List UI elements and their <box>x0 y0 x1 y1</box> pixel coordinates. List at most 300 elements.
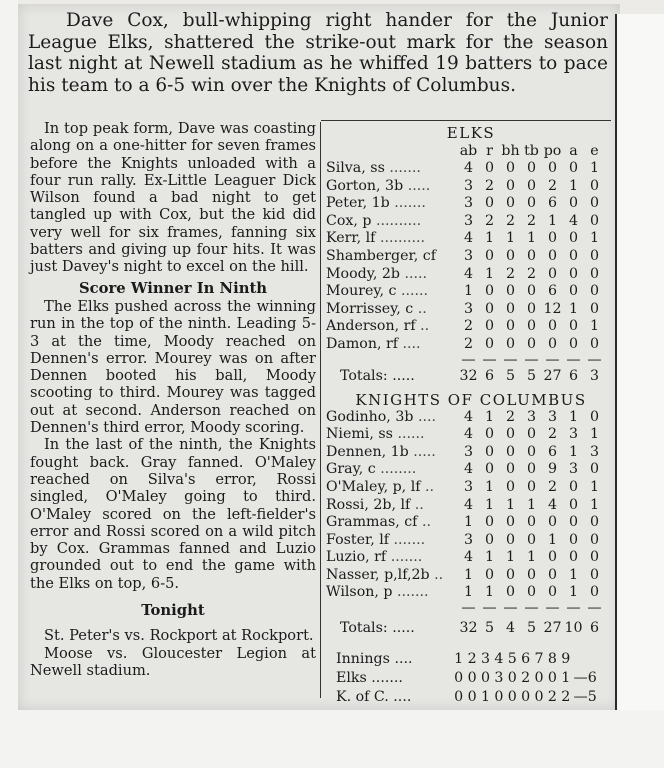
stat-e: 1 <box>589 160 600 176</box>
stat-r: 0 <box>484 531 495 548</box>
stat-e: 1 <box>589 230 600 247</box>
player-name: Nasser, p,lf,2b .. <box>326 566 444 583</box>
stat-ab: 1 <box>463 566 474 583</box>
total-bh: 4 <box>505 620 516 637</box>
stat-bh: 0 <box>505 177 516 194</box>
inning-number: 9 <box>561 651 571 668</box>
stat-r: 0 <box>484 160 495 176</box>
player-stats <box>458 567 605 585</box>
stat-ab: 3 <box>463 478 474 495</box>
stat-ab: 3 <box>463 247 474 264</box>
inning-runs: 0 <box>507 689 517 706</box>
inning-number: 7 <box>534 651 544 668</box>
stat-r: 0 <box>484 514 495 531</box>
stat-po: 6 <box>547 283 558 300</box>
player-row <box>326 318 616 336</box>
stat-bh: 0 <box>505 283 516 300</box>
stat-tb: 0 <box>526 318 537 335</box>
box-score <box>326 124 616 707</box>
line-score-cells <box>452 688 573 707</box>
stat-a: 3 <box>568 426 579 443</box>
inning-runs: 0 <box>547 670 557 687</box>
player-stats <box>458 230 605 248</box>
subhead-score-winner: Score Winner In Ninth <box>78 279 268 297</box>
stat-po: 0 <box>547 247 558 264</box>
stat-ab: 3 <box>463 195 474 212</box>
player-name: Gorton, 3b ..... <box>326 177 431 194</box>
stat-bh: 2 <box>505 265 516 282</box>
player-stats <box>458 461 605 479</box>
stat-e: 0 <box>589 265 600 282</box>
stat-bh: 0 <box>505 195 516 212</box>
stat-a: 0 <box>568 549 579 566</box>
stat-header-e: e <box>590 143 599 159</box>
stat-ab: 4 <box>463 549 474 566</box>
stat-e: 0 <box>589 514 600 531</box>
player-name: Godinho, 3b .... <box>326 408 436 425</box>
player-row <box>326 301 616 319</box>
stat-bh: 0 <box>505 514 516 531</box>
stat-ab: 1 <box>463 283 474 300</box>
player-stats <box>458 479 605 497</box>
player-name: Niemi, ss ...... <box>326 426 425 443</box>
stat-e: 0 <box>589 212 600 229</box>
stat-po: 0 <box>547 318 558 335</box>
stat-bh: 1 <box>505 496 516 513</box>
final-score: —5 <box>573 689 597 706</box>
stat-e: 1 <box>589 496 600 513</box>
player-name: Silva, ss ....... <box>326 160 421 176</box>
elks-totals-row <box>326 366 616 386</box>
koc-totals-row <box>326 618 616 638</box>
inning-number: 5 <box>507 651 517 668</box>
player-name: Luzio, rf ....... <box>326 549 423 566</box>
stat-po: 12 <box>543 300 562 317</box>
stat-tb: 0 <box>526 247 537 264</box>
stat-tb: 3 <box>526 408 537 425</box>
stat-po: 6 <box>547 195 558 212</box>
stat-r: 0 <box>484 335 495 352</box>
player-name: Gray, c ........ <box>326 461 417 478</box>
stat-bh: 0 <box>505 335 516 352</box>
player-row <box>326 178 616 196</box>
stat-e: 0 <box>589 549 600 566</box>
stat-tb: 0 <box>526 300 537 317</box>
player-row <box>326 532 616 550</box>
koc-title: KNIGHTS OF COLUMBUS <box>355 390 587 409</box>
inning-number: 4 <box>494 651 504 668</box>
stat-tb: 0 <box>526 426 537 443</box>
stat-r: 0 <box>484 283 495 300</box>
stat-a: 0 <box>568 514 579 531</box>
player-stats <box>458 283 605 301</box>
inning-runs: 0 <box>454 670 464 687</box>
stat-ab: 1 <box>463 514 474 531</box>
stat-e: 3 <box>589 443 600 460</box>
stat-a: 0 <box>568 195 579 212</box>
player-name: Morrissey, c .. <box>326 300 427 317</box>
stat-tb: 0 <box>526 195 537 212</box>
player-row <box>326 248 616 266</box>
player-name: Mourey, c ...... <box>326 283 429 300</box>
player-row <box>326 160 616 178</box>
player-stats <box>458 549 605 567</box>
total-ab: 32 <box>459 620 478 637</box>
stat-ab: 4 <box>463 426 474 443</box>
stat-e: 0 <box>589 584 600 601</box>
line-score-team: K. of C. .... <box>336 689 412 706</box>
player-name: Dennen, 1b ..... <box>326 443 436 460</box>
stat-bh: 0 <box>505 461 516 478</box>
player-name: Cox, p .......... <box>326 212 422 229</box>
player-row <box>326 461 616 479</box>
stat-r: 1 <box>484 496 495 513</box>
player-row <box>326 426 616 444</box>
stat-r: 1 <box>484 408 495 425</box>
total-tb: 5 <box>526 367 537 384</box>
total-ab: 32 <box>459 367 478 384</box>
stat-po: 0 <box>547 566 558 583</box>
player-row <box>326 213 616 231</box>
stat-a: 0 <box>568 531 579 548</box>
stat-tb: 1 <box>526 496 537 513</box>
total-po: 27 <box>543 367 562 384</box>
stat-e: 0 <box>589 177 600 194</box>
stat-r: 1 <box>484 549 495 566</box>
stat-ab: 4 <box>463 496 474 513</box>
player-row <box>326 479 616 497</box>
player-row <box>326 444 616 462</box>
stat-bh: 0 <box>505 160 516 176</box>
inning-runs: 2 <box>547 689 557 706</box>
stat-r: 0 <box>484 426 495 443</box>
stat-a: 0 <box>568 265 579 282</box>
stat-ab: 2 <box>463 318 474 335</box>
player-name: Kerr, lf .......... <box>326 230 426 247</box>
stat-tb: 0 <box>526 531 537 548</box>
player-row <box>326 409 616 427</box>
stat-ab: 3 <box>463 177 474 194</box>
elks-title: ELKS <box>446 124 496 142</box>
inning-runs: 0 <box>467 670 477 687</box>
inning-number: 2 <box>467 651 477 668</box>
player-row <box>326 283 616 301</box>
inning-number: 1 <box>454 651 464 668</box>
inning-number: 6 <box>521 651 531 668</box>
stat-a: 1 <box>568 566 579 583</box>
stat-po: 0 <box>547 584 558 601</box>
stat-ab: 4 <box>463 230 474 247</box>
inning-runs: 0 <box>480 670 490 687</box>
stat-a: 0 <box>568 335 579 352</box>
totals-dash-line: — — — — — — — <box>461 600 602 617</box>
player-name: Rossi, 2b, lf .. <box>326 496 424 513</box>
stat-r: 1 <box>484 230 495 247</box>
subhead-tonight: Tonight <box>141 602 205 620</box>
stat-r: 2 <box>484 177 495 194</box>
stat-tb: 0 <box>526 514 537 531</box>
totals-dash-line: — — — — — — — <box>461 351 602 368</box>
line-score-elks <box>326 669 616 688</box>
player-row <box>326 195 616 213</box>
stat-po: 2 <box>547 426 558 443</box>
player-row <box>326 266 616 284</box>
stat-e: 0 <box>589 408 600 425</box>
stat-e: 1 <box>589 478 600 495</box>
stat-tb: 2 <box>526 212 537 229</box>
stat-bh: 1 <box>505 230 516 247</box>
koc-totals-stats <box>458 618 605 638</box>
stat-a: 0 <box>568 283 579 300</box>
stat-tb: 0 <box>526 335 537 352</box>
inning-runs: 2 <box>521 670 531 687</box>
stat-tb: 0 <box>526 478 537 495</box>
stat-a: 0 <box>568 160 579 176</box>
stat-bh: 0 <box>505 426 516 443</box>
innings-numbers <box>452 650 573 669</box>
stat-e: 0 <box>589 566 600 583</box>
inning-number: 3 <box>480 651 490 668</box>
stat-a: 1 <box>568 177 579 194</box>
stat-a: 0 <box>568 478 579 495</box>
stat-r: 0 <box>484 461 495 478</box>
stat-bh: 0 <box>505 531 516 548</box>
stat-headers <box>326 142 616 160</box>
stat-e: 0 <box>589 300 600 317</box>
inning-runs: 2 <box>561 689 571 706</box>
stat-tb: 1 <box>526 230 537 247</box>
inning-runs: 0 <box>507 670 517 687</box>
lead-text: Dave Cox, bull-whipping right hander for the Junior League Elks, shattered the strike-out mark for the season last night at Newell stadium as he whiffed 19 batters to pace his team to a 6-5 win over the Knights of Columbus. <box>28 10 608 96</box>
player-name: Wilson, p ....... <box>326 584 429 601</box>
stat-header-r: r <box>486 143 493 159</box>
player-stats <box>458 514 605 532</box>
line-score-cells <box>452 669 573 688</box>
stat-ab: 4 <box>463 160 474 176</box>
stat-e: 1 <box>589 318 600 335</box>
stat-po: 2 <box>547 177 558 194</box>
line-score-koc <box>326 688 616 707</box>
stat-header-a: a <box>569 143 578 159</box>
stat-a: 0 <box>568 230 579 247</box>
total-tb: 5 <box>526 620 537 637</box>
stat-r: 0 <box>484 247 495 264</box>
stat-e: 0 <box>589 335 600 352</box>
koc-batting-rows <box>326 409 616 603</box>
stat-e: 0 <box>589 247 600 264</box>
stat-a: 0 <box>568 496 579 513</box>
stat-bh: 0 <box>505 300 516 317</box>
elks-batting-rows <box>326 160 616 354</box>
stat-po: 6 <box>547 443 558 460</box>
stat-header-ab: ab <box>459 143 478 159</box>
player-name: Damon, rf .... <box>326 335 421 352</box>
player-name: O'Maley, p, lf .. <box>326 478 435 495</box>
player-stats <box>458 301 605 319</box>
player-stats <box>458 195 605 213</box>
stat-ab: 3 <box>463 300 474 317</box>
inning-runs: 0 <box>454 689 464 706</box>
stat-po: 0 <box>547 549 558 566</box>
stat-ab: 2 <box>463 335 474 352</box>
stat-po: 4 <box>547 496 558 513</box>
player-stats <box>458 318 605 336</box>
player-row <box>326 230 616 248</box>
stat-r: 0 <box>484 566 495 583</box>
stat-a: 1 <box>568 300 579 317</box>
player-row <box>326 549 616 567</box>
player-row <box>326 514 616 532</box>
stat-r: 2 <box>484 212 495 229</box>
stat-ab: 4 <box>463 408 474 425</box>
stat-e: 0 <box>589 461 600 478</box>
story-paragraph-2: The Elks pushed across the winning run in the top of the ninth. Leading 5-3 at the time, Moody reached on Dennen's error. Mourey was on after Dennen booted his ball, Moody scooting to third. Mourey was tagged out at second. Anderson reached on Dennen's third error, Moody scoring. <box>30 297 316 437</box>
inning-runs: 3 <box>494 670 504 687</box>
innings-label: Innings .... <box>336 651 413 668</box>
inning-runs: 0 <box>467 689 477 706</box>
stat-header-bh: bh <box>501 143 520 159</box>
stat-a: 1 <box>568 408 579 425</box>
totals-label: Totals: ..... <box>340 620 415 637</box>
total-e: 6 <box>589 620 600 637</box>
stat-bh: 0 <box>505 584 516 601</box>
player-stats <box>458 266 605 284</box>
stat-ab: 3 <box>463 443 474 460</box>
player-name: Grammas, cf .. <box>326 514 431 531</box>
stat-bh: 0 <box>505 566 516 583</box>
total-bh: 5 <box>505 367 516 384</box>
innings-header-row <box>326 650 616 669</box>
player-stats <box>458 444 605 462</box>
clipping-right-edge <box>615 14 664 710</box>
stat-a: 0 <box>568 247 579 264</box>
final-score: —6 <box>573 670 597 687</box>
inning-runs: 1 <box>480 689 490 706</box>
total-r: 5 <box>484 620 495 637</box>
stat-po: 3 <box>547 408 558 425</box>
inning-runs: 0 <box>534 670 544 687</box>
stat-e: 0 <box>589 283 600 300</box>
total-e: 3 <box>589 367 600 384</box>
inning-number: 8 <box>547 651 557 668</box>
player-name: Moody, 2b ..... <box>326 265 428 282</box>
stat-po: 0 <box>547 160 558 176</box>
player-stats <box>458 178 605 196</box>
player-row <box>326 567 616 585</box>
stat-r: 0 <box>484 443 495 460</box>
stat-tb: 0 <box>526 461 537 478</box>
player-name: Peter, 1b ....... <box>326 195 426 212</box>
stat-e: 0 <box>589 531 600 548</box>
player-stats <box>458 160 605 178</box>
stat-tb: 0 <box>526 443 537 460</box>
stat-tb: 0 <box>526 160 537 176</box>
stat-a: 0 <box>568 318 579 335</box>
box-score-top-rule <box>321 120 611 121</box>
stat-ab: 3 <box>463 531 474 548</box>
stat-r: 1 <box>484 478 495 495</box>
stat-tb: 0 <box>526 584 537 601</box>
stat-a: 1 <box>568 584 579 601</box>
stat-r: 1 <box>484 584 495 601</box>
total-a: 6 <box>568 367 579 384</box>
stat-r: 1 <box>484 265 495 282</box>
stat-bh: 0 <box>505 247 516 264</box>
stat-a: 3 <box>568 461 579 478</box>
stat-po: 0 <box>547 230 558 247</box>
total-a: 10 <box>564 620 583 637</box>
player-row <box>326 336 616 354</box>
player-stats <box>458 497 605 515</box>
stat-r: 0 <box>484 195 495 212</box>
stat-r: 0 <box>484 300 495 317</box>
stat-tb: 0 <box>526 177 537 194</box>
stat-tb: 0 <box>526 566 537 583</box>
player-row <box>326 497 616 515</box>
column-divider <box>320 122 321 698</box>
stat-a: 1 <box>568 443 579 460</box>
line-score-team: Elks ....... <box>336 670 403 687</box>
story-column <box>30 120 316 679</box>
stat-tb: 2 <box>526 265 537 282</box>
stat-ab: 3 <box>463 212 474 229</box>
total-po: 27 <box>543 620 562 637</box>
stat-po: 2 <box>547 478 558 495</box>
stat-po: 0 <box>547 514 558 531</box>
player-stats <box>458 426 605 444</box>
inning-runs: 1 <box>561 670 571 687</box>
stat-ab: 1 <box>463 584 474 601</box>
player-stats <box>458 532 605 550</box>
stat-e: 0 <box>589 195 600 212</box>
total-r: 6 <box>484 367 495 384</box>
schedule-item-2: Moose vs. Gloucester Legion at Newell stadium. <box>30 644 316 679</box>
story-paragraph-1: In top peak form, Dave was coasting along on a one-hitter for seven frames before the Knights unloaded with a four run rally. Ex-Little Leaguer Dick Wilson found a bad night to get tangled up with Cox, but the kid did very well for six frames, fanning six batters and giving up four hits. It was just Davey's night to excel on the hill. <box>30 120 316 276</box>
inning-runs: 0 <box>521 689 531 706</box>
story-paragraph-3: In the last of the ninth, the Knights fought back. Gray fanned. O'Maley reached on Silva's error, Rossi singled, O'Maley going to third. O'Maley scored on the left-fielder's error and Rossi scored on a wild pitch by Cox. Grammas fanned and Luzio grounded out to end the game with the Elks on top, 6-5. <box>30 436 316 592</box>
stat-tb: 1 <box>526 549 537 566</box>
stat-bh: 1 <box>505 549 516 566</box>
lead-paragraph <box>28 10 608 96</box>
player-name: Shamberger, cf <box>326 247 436 264</box>
inning-runs: 0 <box>494 689 504 706</box>
stat-bh: 0 <box>505 443 516 460</box>
stat-ab: 4 <box>463 461 474 478</box>
stat-tb: 0 <box>526 283 537 300</box>
stat-bh: 0 <box>505 318 516 335</box>
stat-e: 1 <box>589 426 600 443</box>
player-name: Foster, lf ....... <box>326 531 426 548</box>
stat-po: 0 <box>547 335 558 352</box>
player-stats <box>458 248 605 266</box>
player-stats <box>458 213 605 231</box>
stat-bh: 2 <box>505 408 516 425</box>
stat-header-po: po <box>543 143 562 159</box>
stat-po: 0 <box>547 265 558 282</box>
stat-a: 4 <box>568 212 579 229</box>
player-name: Anderson, rf .. <box>326 318 430 335</box>
inning-runs: 0 <box>534 689 544 706</box>
elks-totals-stats <box>458 366 605 386</box>
stat-po: 1 <box>547 531 558 548</box>
totals-label: Totals: ..... <box>340 367 415 384</box>
stat-po: 9 <box>547 461 558 478</box>
stat-r: 0 <box>484 318 495 335</box>
stat-bh: 0 <box>505 478 516 495</box>
stat-po: 1 <box>547 212 558 229</box>
player-stats <box>458 336 605 354</box>
player-stats <box>458 409 605 427</box>
